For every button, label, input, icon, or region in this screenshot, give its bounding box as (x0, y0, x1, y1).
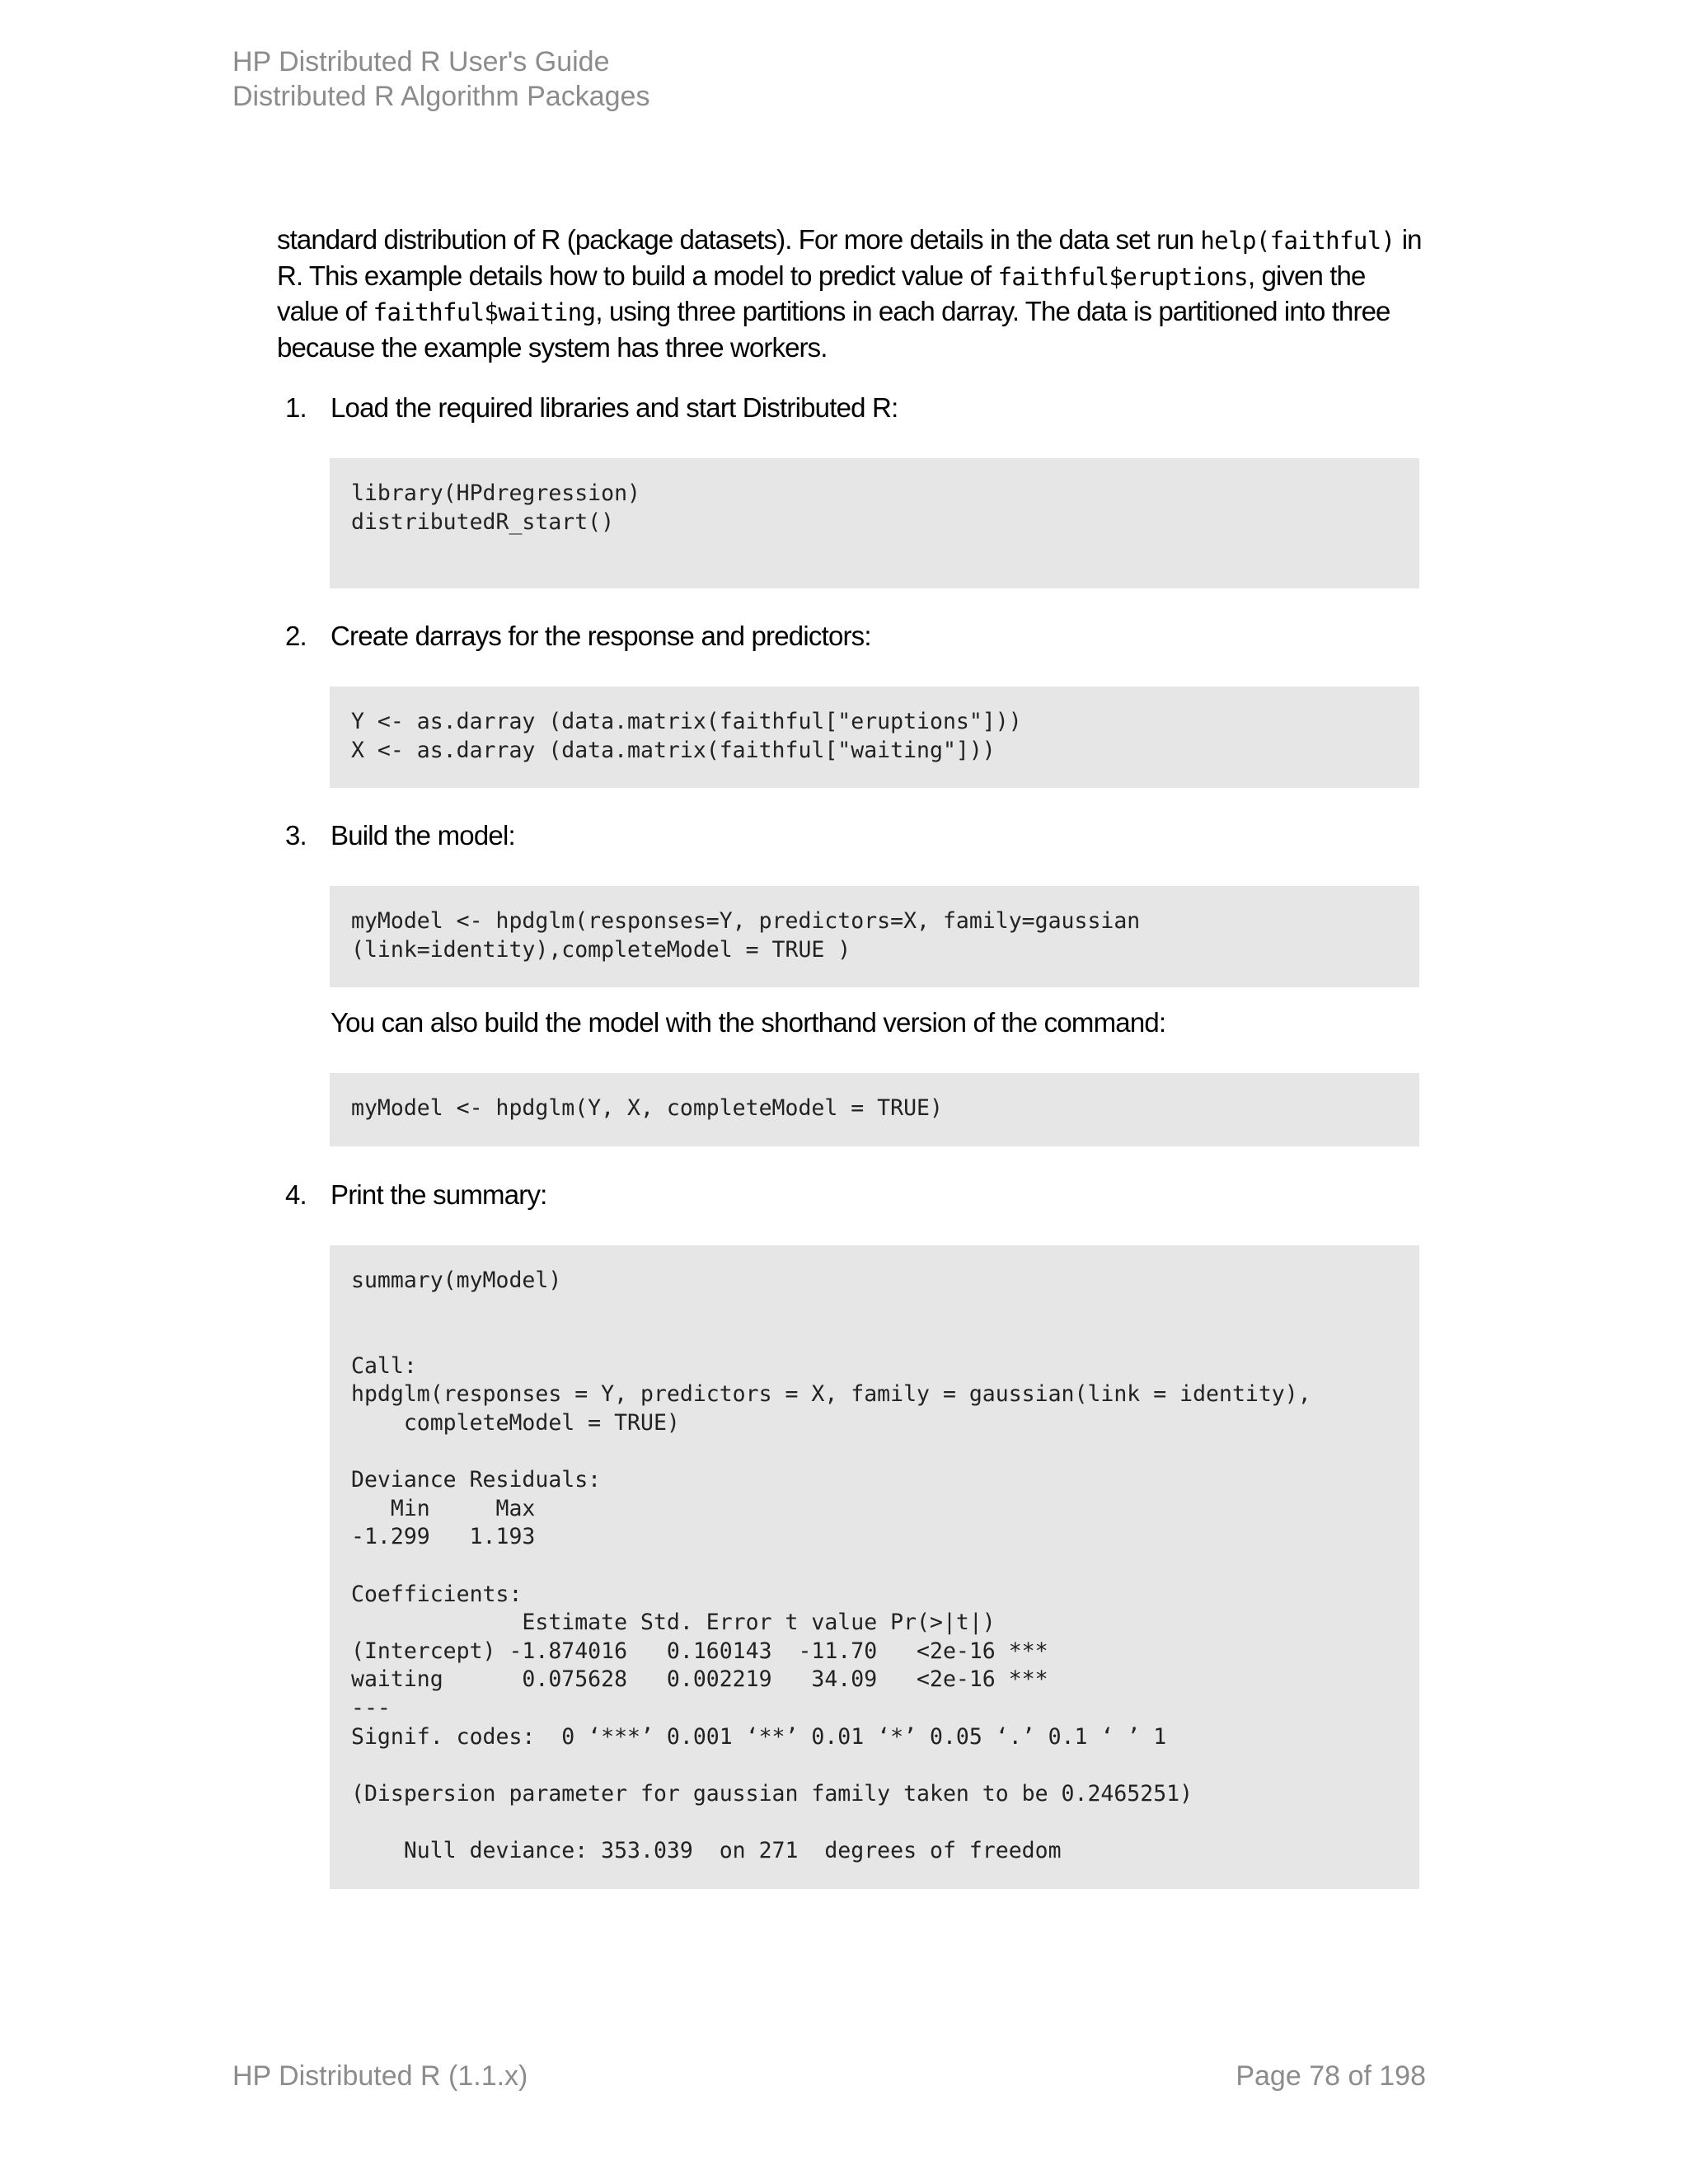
guide-title: HP Distributed R User's Guide (232, 46, 610, 77)
code-block-build-model (330, 886, 1419, 987)
code-line: Null deviance: 353.039 on 271 degrees of freedom (351, 1837, 1062, 1863)
footer-product: HP Distributed R (1.1.x) (232, 2060, 528, 2092)
intro-text-4: , using three partitions in each darray. The data is partitioned into three because the example system has three workers. (277, 296, 1390, 363)
code-line: --- (351, 1694, 391, 1721)
code-line: summary(myModel) (351, 1268, 562, 1293)
code-line: waiting 0.075628 0.002219 34.09 <2e-16 *** (351, 1666, 1048, 1693)
code-block-summary (330, 1245, 1419, 1889)
code-line (351, 1296, 1398, 1324)
code-line: distributedR_start() (351, 509, 615, 535)
step-text: Load the required libraries and start Distributed R: (331, 392, 898, 423)
step-2 (285, 620, 871, 653)
step-number: 2. (285, 621, 307, 651)
code-line: myModel <- hpdglm(responses=Y, predictors=X, family=gaussian (351, 908, 1141, 934)
code-line (351, 1324, 1398, 1352)
code-line (351, 1751, 1398, 1780)
code-line: Estimate Std. Error t value Pr(>|t|) (351, 1610, 996, 1636)
code-block-darrays (330, 687, 1419, 788)
step-number: 4. (285, 1179, 307, 1210)
code-line: Min Max (351, 1495, 536, 1521)
page-header (232, 45, 649, 114)
code-line: Call: (351, 1352, 417, 1379)
intro-code-help: help(faithful) (1200, 227, 1395, 255)
section-title: Distributed R Algorithm Packages (232, 81, 650, 112)
code-line (351, 1438, 1398, 1467)
footer-page-number: Page 78 of 198 (1236, 2060, 1426, 2092)
code-line: Y <- as.darray (data.matrix(faithful["eruptions"])) (351, 709, 1022, 734)
step-text: Build the model: (331, 820, 515, 851)
step-text: Print the summary: (331, 1179, 547, 1210)
intro-text-2: in R. This example details how to build a model to predict value of (277, 224, 1422, 291)
step-number: 3. (285, 820, 307, 851)
step-3 (285, 819, 515, 852)
step-text: Create darrays for the response and predictors: (331, 621, 871, 651)
code-line: hpdglm(responses = Y, predictors = X, family = gaussian(link = identity), (351, 1381, 1311, 1408)
intro-text-3: , given the value of (277, 260, 1366, 326)
code-line: X <- as.darray (data.matrix(faithful["waiting"])) (351, 737, 996, 763)
step-number: 1. (285, 392, 307, 423)
intro-text-1: standard distribution of R (package datasets). For more details in the data set run (277, 224, 1201, 255)
intro-code-eruptions: faithful$eruptions (997, 262, 1249, 291)
code-line: library(HPdregression) (351, 480, 640, 506)
code-line: myModel <- hpdglm(Y, X, completeModel = TRUE) (351, 1095, 943, 1121)
step-1 (285, 391, 898, 424)
intro-code-waiting: faithful$waiting (373, 298, 596, 326)
code-line: -1.299 1.193 (351, 1524, 536, 1550)
code-line (351, 1808, 1398, 1837)
code-line: (Dispersion parameter for gaussian family taken to be 0.2465251) (351, 1780, 1193, 1807)
step-4 (285, 1179, 547, 1212)
code-block-shorthand (330, 1073, 1419, 1146)
code-block-load (330, 458, 1419, 588)
shorthand-note: You can also build the model with the shorthand version of the command: (331, 1007, 1166, 1038)
code-line (351, 1552, 1398, 1581)
code-line: Coefficients: (351, 1581, 523, 1607)
code-line: Signif. codes: 0 ‘***’ 0.001 ‘**’ 0.01 ‘*’ 0.05 ‘.’ 0.1 ‘ ’ 1 (351, 1723, 1167, 1750)
code-line: (Intercept) -1.874016 0.160143 -11.70 <2e-16 *** (351, 1638, 1048, 1664)
intro-paragraph (277, 223, 1428, 364)
code-line: completeModel = TRUE) (351, 1409, 680, 1436)
code-line: Deviance Residuals: (351, 1467, 602, 1493)
code-line: (link=identity),completeModel = TRUE ) (351, 936, 851, 963)
